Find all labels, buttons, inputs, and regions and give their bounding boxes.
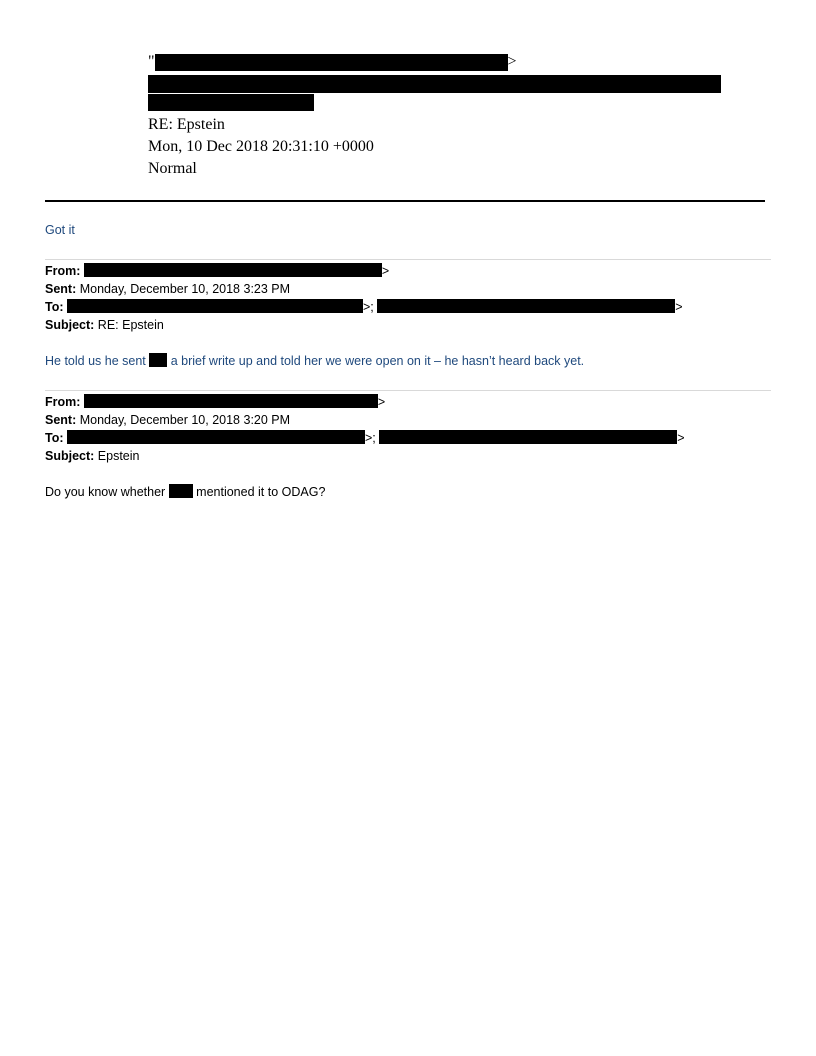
redaction-block [67, 299, 363, 313]
message-1-body-before: He told us he sent [45, 354, 150, 368]
message-2-subject-row [45, 447, 140, 465]
message-1-to-row [45, 298, 683, 316]
reply-text: Got it [45, 223, 75, 237]
redaction-block [149, 353, 167, 367]
message-1-to-separator: >; [363, 300, 374, 314]
message-divider [45, 259, 771, 260]
header-importance-value: Normal [148, 160, 197, 177]
message-2-sent-label: Sent: [45, 413, 77, 427]
redaction-block [67, 430, 365, 444]
message-2-from-row [45, 393, 385, 411]
redaction-block [148, 94, 314, 111]
message-1-subject-value: RE: Epstein [97, 318, 164, 332]
message-1-body [45, 352, 584, 370]
message-1-sent-value: Monday, December 10, 2018 3:23 PM [79, 282, 291, 296]
message-2-body [45, 483, 325, 501]
message-1-subject-label: Subject: [45, 318, 95, 332]
message-1-from-suffix: > [381, 264, 390, 278]
message-2-sent-value: Monday, December 10, 2018 3:20 PM [79, 413, 291, 427]
message-1-to-label: To: [45, 300, 64, 314]
message-2-subject-value: Epstein [97, 449, 140, 463]
header-from-value [148, 52, 517, 72]
message-2-to-row [45, 429, 685, 447]
message-2-from-label: From: [45, 395, 81, 409]
message-2-from-suffix: > [377, 395, 386, 409]
message-1-sent-label: Sent: [45, 282, 77, 296]
header-from-suffix: > [507, 53, 517, 70]
message-2-to-separator: >; [365, 431, 376, 445]
message-2-to-suffix: > [677, 431, 685, 445]
header-from-prefix: " [148, 53, 155, 70]
header-subject-value: RE: Epstein [148, 116, 225, 133]
message-2-to-label: To: [45, 431, 64, 445]
header-date-value: Mon, 10 Dec 2018 20:31:10 +0000 [148, 138, 374, 155]
message-1-from-row [45, 262, 389, 280]
header-divider [45, 200, 765, 202]
message-1-sent-row [45, 280, 290, 298]
redaction-block [155, 54, 508, 71]
redaction-block [379, 430, 677, 444]
message-1-subject-row [45, 316, 164, 334]
message-2-sent-row [45, 411, 290, 429]
redaction-block [169, 484, 193, 498]
message-1-from-label: From: [45, 264, 81, 278]
message-divider [45, 390, 771, 391]
redaction-block [377, 299, 675, 313]
redaction-block [148, 75, 721, 93]
redaction-block [84, 263, 382, 277]
message-2-subject-label: Subject: [45, 449, 95, 463]
message-2-body-after: mentioned it to ODAG? [192, 485, 326, 499]
redaction-block [84, 394, 378, 408]
message-1-to-suffix: > [675, 300, 683, 314]
message-1-body-after: a brief write up and told her we were open on it – he hasn’t heard back yet. [167, 354, 585, 368]
message-2-body-before: Do you know whether [45, 485, 169, 499]
